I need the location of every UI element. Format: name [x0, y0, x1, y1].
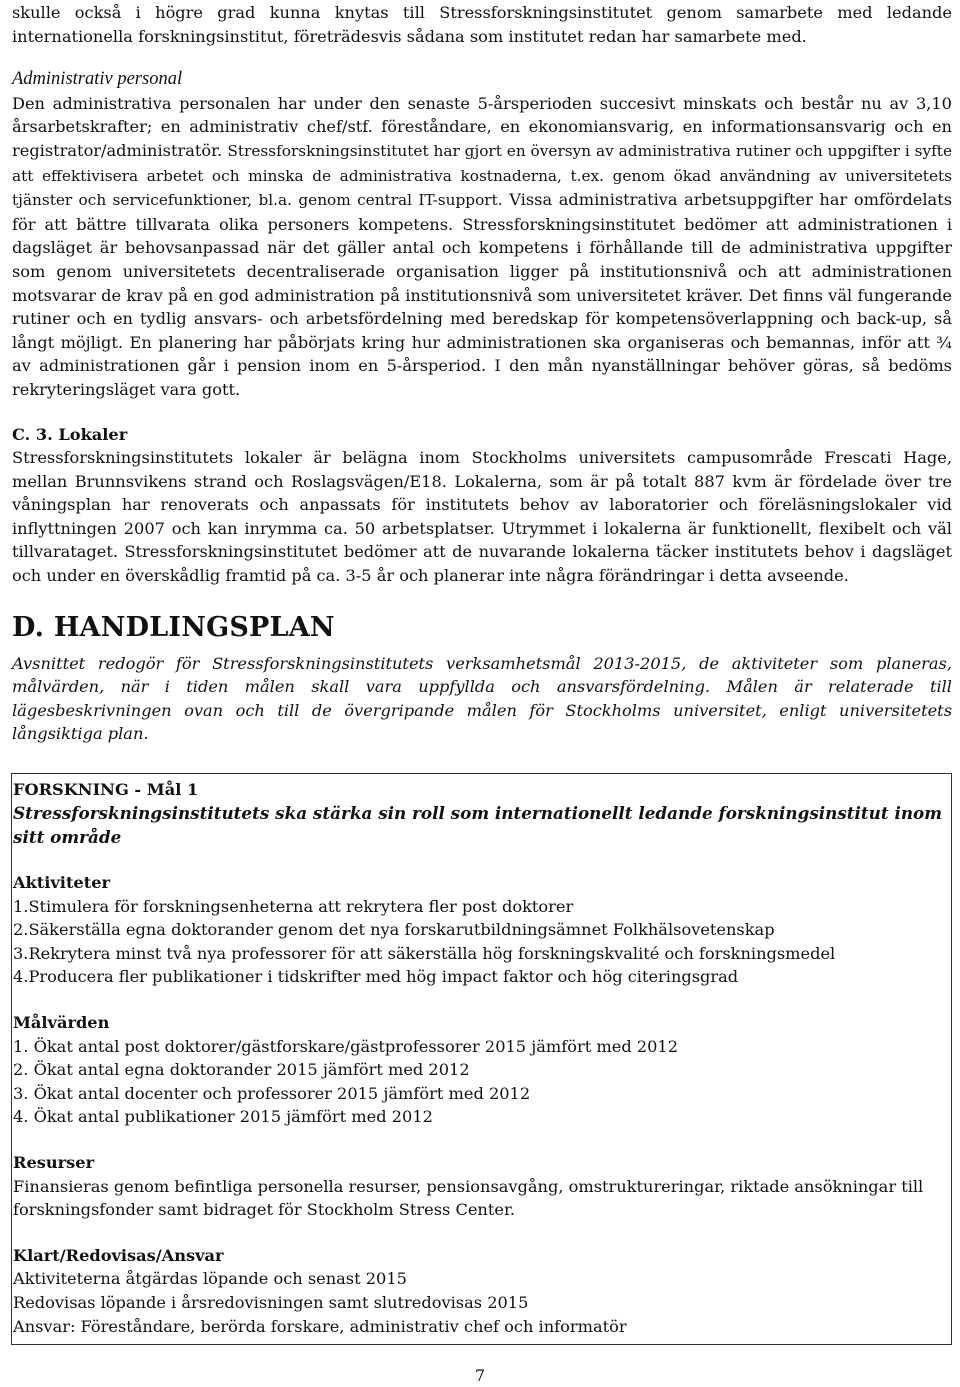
goal-box-body: [13, 871, 951, 1344]
malvarde-item: 4. Ökat antal publikationer 2015 jämfört med 2012: [13, 1107, 433, 1127]
document-page: [12, 0, 952, 1345]
aktiviteter-heading: Aktiviteter: [13, 873, 111, 893]
admin-text-c: Vissa administrativa arbetsuppgifter har omfördelats för att bättre tillvarata olika personers kompetens. Stressforskningsinstitutet bedömer att administrationen i dagsläget är behovsanpassad när det gäller antal och kompetens i förhållande till de administrativa uppgifter som genom universitetets decentraliserade organisation ligger på institutionsnivå och att administrationen motsvarar de krav på en god administration på institutionsnivå som universitetet kräver. Det finns väl fungerande rutiner och en tydlig ansvars- och arbetsfördelning med beredskap för kompetensöverlappning och back-up, så långt möjligt. En planering har påbörjats kring hur administrationen ska organiseras och bemannas, inför att ¾ av administrationen går i pension inom en 5-årsperiod. I den mån nyanställningar behöver göras, så bedöms rekryteringsläget vara gott.: [12, 190, 952, 399]
admin-text-b: Stressforskningsinstitutet har gjort en översyn av administrativa rutiner och uppgifter i syfte att effektivisera arbetet och minska de administrativa kostnaderna, t.ex. genom ökad användning av universitetets tjänster och servicefunktioner, bl.a. genom central IT-support.: [12, 141, 952, 210]
malvarde-item: 3. Ökat antal docenter och professorer 2015 jämfört med 2012: [13, 1083, 531, 1103]
klart-item: Aktiviteterna åtgärdas löpande och senast 2015: [13, 1269, 407, 1289]
goal-statement: Stressforskningsinstitutets ska stärka sin roll som internationellt ledande forskningsinstitut inom sitt område: [13, 803, 942, 848]
lokaler-paragraph: Stressforskningsinstitutets lokaler är belägna inom Stockholms universitets campusområde Frescati Hage, mellan Brunnsvikens strand och Roslagsvägen/E18. Lokalerna, som är på totalt 887 kvm är fördelade över tre våningsplan har renoverats och anpassats för institutets behov av laboratorier och föreläsningslokaler vid inflyttningen 2007 och kan inrymma ca. 50 arbetsplatser. Utrymmet i lokalerna är funktionellt, flexibelt och väl tillvarataget. Stressforskningsinstitutet bedömer att de nuvarande lokalerna täcker institutets behov i dagsläget och under en överskådlig framtid på ca. 3-5 år och planerar inte några förändringar i detta avseende.: [12, 448, 952, 586]
admin-paragraph: [12, 92, 952, 402]
page-number: 7: [474, 1366, 486, 1385]
malvarde-item: 2. Ökat antal egna doktorander 2015 jämfört med 2012: [13, 1060, 470, 1080]
klart-heading: Klart/Redovisas/Ansvar: [13, 1245, 224, 1265]
klart-item: Redovisas löpande i årsredovisningen samt slutredovisas 2015: [13, 1292, 529, 1312]
resurser-paragraph: Finansieras genom befintliga personella resurser, pensionsavgång, omstruktureringar, riktade ansökningar till forskningsfonder samt bidraget för Stockholm Stress Center.: [13, 1176, 924, 1220]
intro-paragraph: skulle också i högre grad kunna knytas till Stressforskningsinstitutet genom samarbete med ledande internationella forskningsinstitut, företrädesvis sådana som institutet redan har samarbete med.: [12, 3, 952, 46]
aktivitet-item: 1.Stimulera för forskningsenheterna att rekrytera fler post doktorer: [13, 896, 574, 916]
aktivitet-item: 2.Säkerställa egna doktorander genom det nya forskarutbildningsämnet Folkhälsovetenskap: [13, 920, 775, 940]
handlingsplan-heading: D. HANDLINGSPLAN: [12, 611, 335, 643]
handlingsplan-intro: Avsnittet redogör för Stressforskningsinstitutets verksamhetsmål 2013-2015, de aktiviteter som planeras, målvärden, när i tiden målen skall vara uppfyllda och ansvarsfördelning. Målen är relaterade till lägesbeskrivningen ovan och till de övergripande målen för Stockholms universitet, enligt universitetets långsiktiga plan.: [12, 653, 952, 744]
goal-box-title: FORSKNING - Mål 1: [13, 780, 199, 800]
malvarde-item: 1. Ökat antal post doktorer/gästforskare/gästprofessorer 2015 jämfört med 2012: [13, 1036, 679, 1056]
malvarden-heading: Målvärden: [13, 1013, 110, 1032]
aktivitet-item: 4.Producera fler publikationer i tidskrifter med hög impact faktor och hög citeringsgrad: [13, 967, 739, 987]
admin-heading: Administrativ personal: [12, 69, 183, 90]
admin-text-a: Den administrativa personalen har under den senaste 5-årsperioden succesivt minskats och består nu av 3,10 årsarbetskrafter; en administrativ chef/stf. föreståndare, en ekonomiansvarig, en informationsansvarig och en registrator/administratör.: [12, 93, 952, 160]
resurser-heading: Resurser: [13, 1152, 95, 1172]
aktivitet-item: 3.Rekrytera minst två nya professorer för att säkerställa hög forskningskvalité och forskningsmedel: [13, 943, 836, 963]
lokaler-heading: C. 3. Lokaler: [12, 424, 128, 444]
klart-item: Ansvar: Föreståndare, berörda forskare, administrativ chef och informatör: [13, 1316, 627, 1336]
goal-box: [11, 773, 952, 1345]
